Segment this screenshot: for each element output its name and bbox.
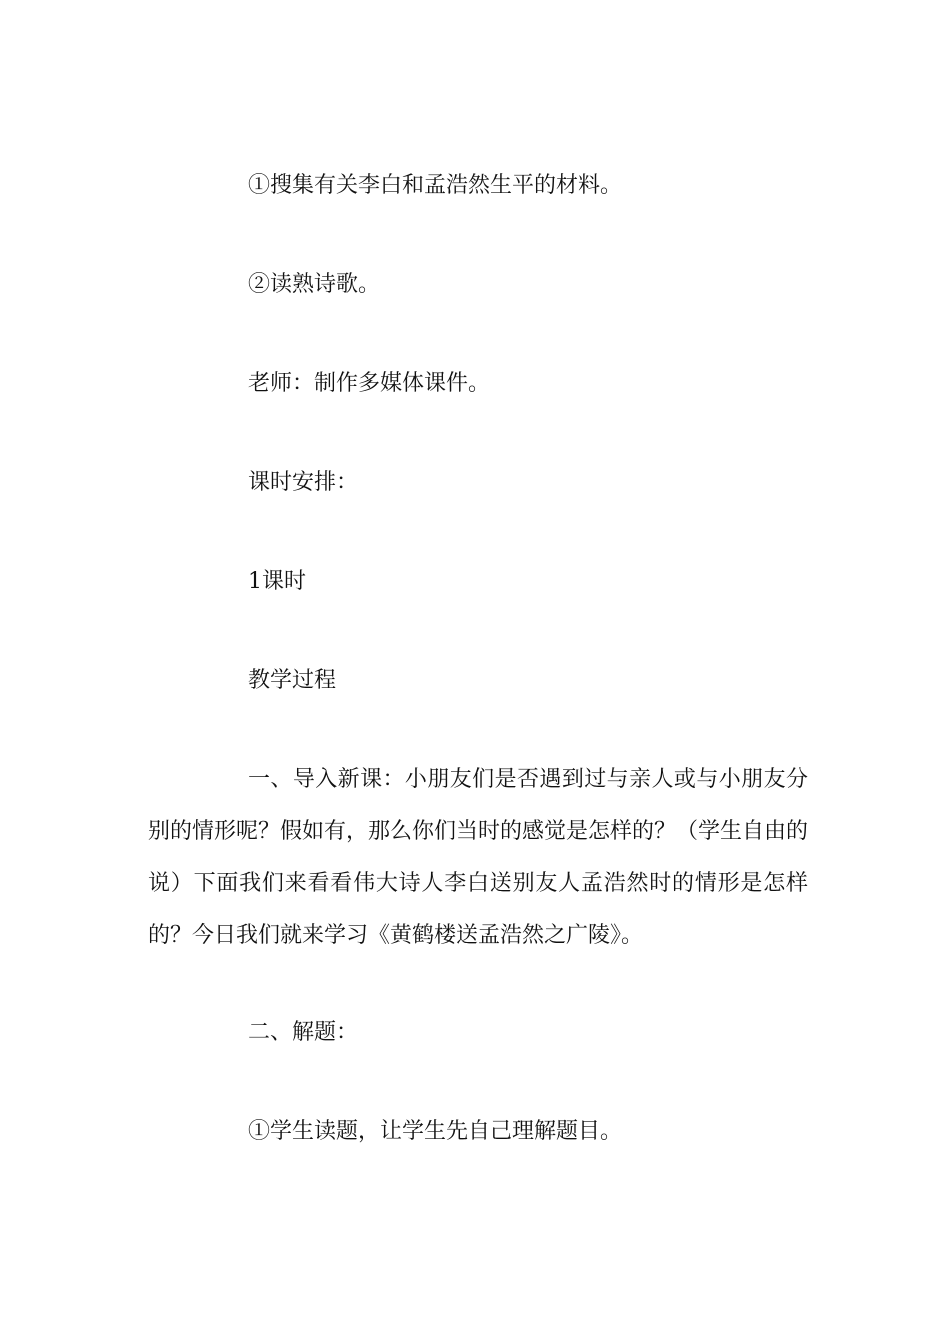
section-two-heading: 二、解题： bbox=[248, 1020, 359, 1045]
teaching-process-heading: 教学过程 bbox=[248, 668, 337, 693]
schedule-value: 1课时 bbox=[248, 569, 306, 594]
intro-paragraph: 一、导入新课：小朋友们是否遇到过与亲人或与小朋友分别的情形呢？假如有，那么你们当时的感觉是怎样的？（学生自由的说）下面我们来看看伟大诗人李白送别友人孟浩然时的情形是怎样的？今日我们就来学习《黄鹤楼送孟浩然之广陵》。 bbox=[148, 767, 809, 948]
teacher-prep-line: 老师：制作多媒体课件。 bbox=[248, 371, 491, 396]
section-two-item: ①学生读题，让学生先自己理解题目。 bbox=[248, 1119, 623, 1144]
schedule-heading: 课时安排： bbox=[248, 470, 359, 495]
prep-item-collect-materials: ①搜集有关李白和孟浩然生平的材料。 bbox=[248, 173, 623, 198]
prep-item-read-poem: ②读熟诗歌。 bbox=[248, 272, 381, 297]
